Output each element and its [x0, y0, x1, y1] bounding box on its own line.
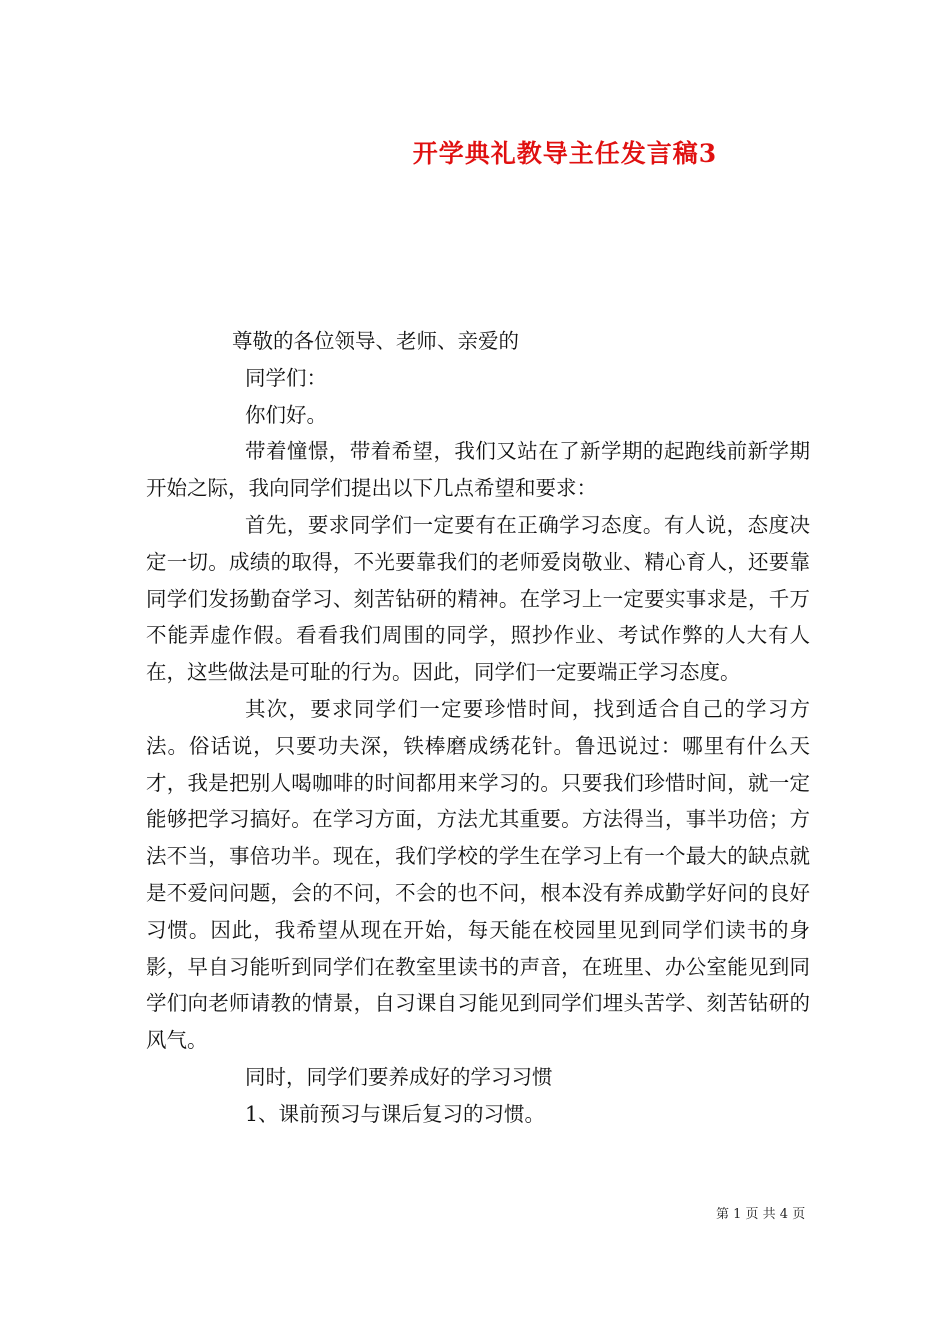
page-footer: 第 1 页 共 4 页	[716, 1207, 806, 1222]
paragraph-intro: 带着憧憬，带着希望，我们又站在了新学期的起跑线前新学期开始之际，我向同学们提出以下几点希望和要求：	[146, 439, 810, 501]
habits-line: 同时，同学们要养成好的学习习惯	[245, 1064, 553, 1089]
salutation-continuation: 同学们：	[245, 365, 327, 390]
paragraph-attitude: 首先，要求同学们一定要有在正确学习态度。有人说，态度决定一切。成绩的取得，不光要靠我们的老师爱岗敬业、精心育人，还要靠同学们发扬勤奋学习、刻苦钻研的精神。在学习上一定要实事求是，千万不能弄虚作假。看看我们周围的同学，照抄作业、考试作弊的人大有人在，这些做法是可耻的行为。因此，同学们一定要端正学习态度。	[146, 512, 810, 685]
habit-item-1: 1、课前预习与课后复习的习惯。	[245, 1101, 546, 1126]
salutation: 尊敬的各位领导、老师、亲爱的	[232, 329, 519, 353]
document-body	[146, 323, 810, 1133]
paragraph-time-method: 其次，要求同学们一定要珍惜时间，找到适合自己的学习方法。俗话说，只要功夫深，铁棒磨成绣花针。鲁迅说过：哪里有什么天才，我是把别人喝咖啡的时间都用来学习的。只要我们珍惜时间，就一定能够把学习搞好。在学习方面，方法尤其重要。方法得当，事半功倍；方法不当，事倍功半。现在，我们学校的学生在学习上有一个最大的缺点就是不爱问问题，会的不问，不会的也不问，根本没有养成勤学好问的良好习惯。因此，我希望从现在开始，每天能在校园里见到同学们读书的身影，早自习能听到同学们在教室里读书的声音，在班里、办公室能见到同学们向老师请教的情景，自习课自习能见到同学们埋头苦学、刻苦钻研的风气。	[146, 696, 810, 1053]
greeting: 你们好。	[245, 402, 327, 427]
document-title: 开学典礼教导主任发言稿3	[412, 139, 718, 168]
